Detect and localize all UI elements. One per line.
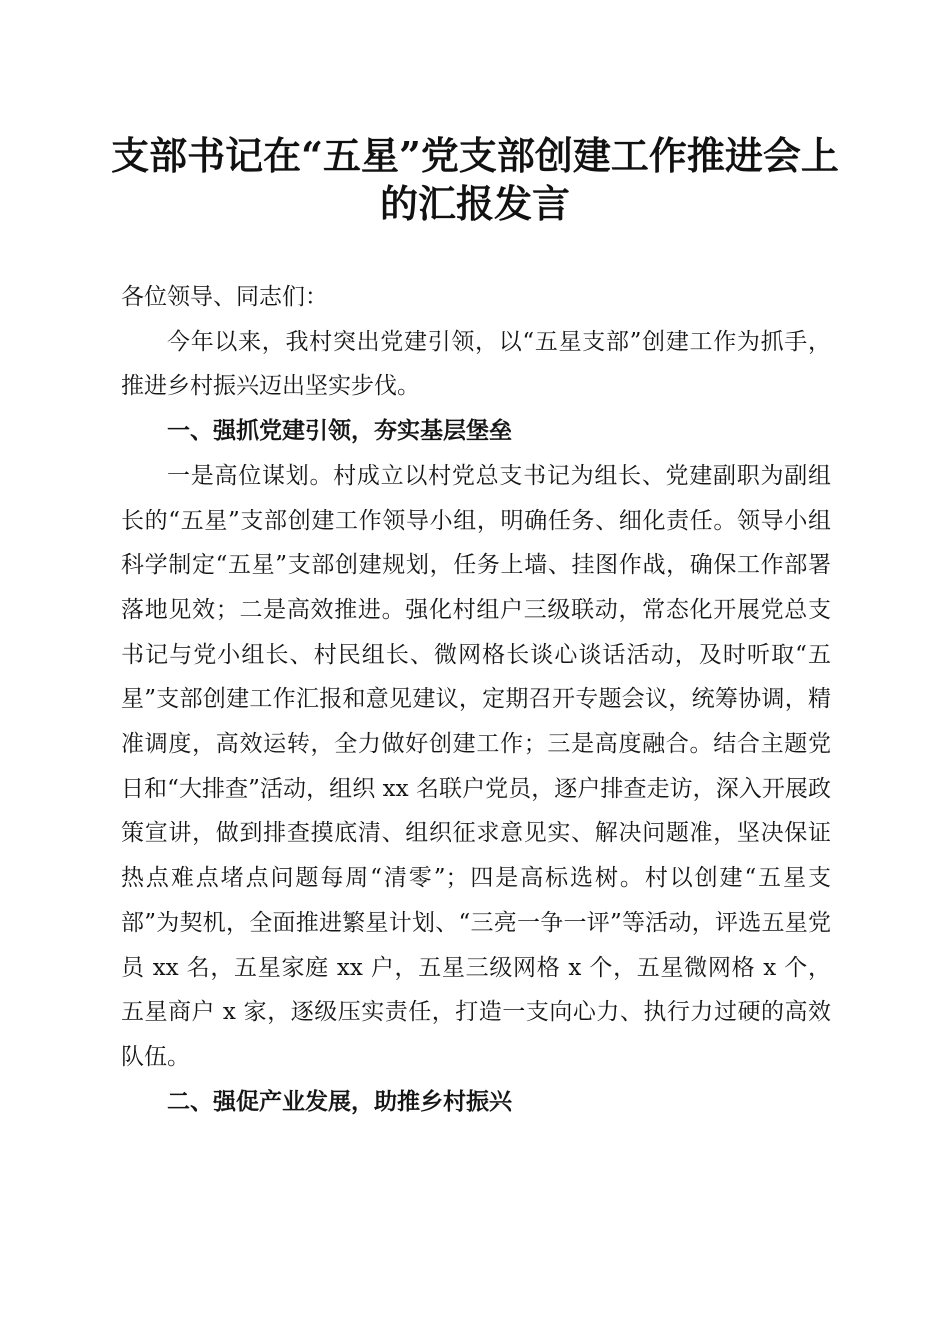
document-body — [121, 275, 831, 1124]
section-1-heading: 一、强抓党建引领，夯实基层堡垒 — [167, 418, 512, 445]
intro-paragraph: 今年以来，我村突出党建引领，以“五星支部”创建工作为抓手，推进乡村振兴迈出坚实步伐。 — [121, 328, 831, 400]
title-line-2: 的汇报发言 — [379, 181, 570, 226]
title-line-1: 支部书记在“五星”党支部创建工作推进会上 — [111, 133, 839, 178]
document-title — [100, 132, 850, 228]
salutation: 各位领导、同志们： — [121, 284, 328, 310]
section-1-paragraph: 一是高位谋划。村成立以村党总支书记为组长、党建副职为副组长的“五星”支部创建工作领导小组，明确任务、细化责任。领导小组科学制定“五星”支部创建规划，任务上墙、挂图作战，确保工作部署落地见效；二是高效推进。强化村组户三级联动，常态化开展党总支书记与党小组长、村民组长、微网格长谈心谈话活动，及时听取“五星”支部创建工作汇报和意见建议，定期召开专题会议，统筹协调，精准调度，高效运转，全力做好创建工作；三是高度融合。结合主题党日和“大排查”活动，组织 xx 名联户党员，逐户排查走访，深入开展政策宣讲，做到排查摸底清、组织征求意见实、解决问题准，坚决保证热点难点堵点问题每周“清零”；四是高标选树。村以创建“五星支部”为契机，全面推进繁星计划、“三亮一争一评”等活动，评选五星党员 xx 名，五星家庭 xx 户，五星三级网格 x 个，五星微网格 x 个，五星商户 x 家，逐级压实责任，打造一支向心力、执行力过硬的高效队伍。 — [121, 462, 831, 1070]
section-2-heading: 二、强促产业发展，助推乡村振兴 — [167, 1088, 512, 1115]
